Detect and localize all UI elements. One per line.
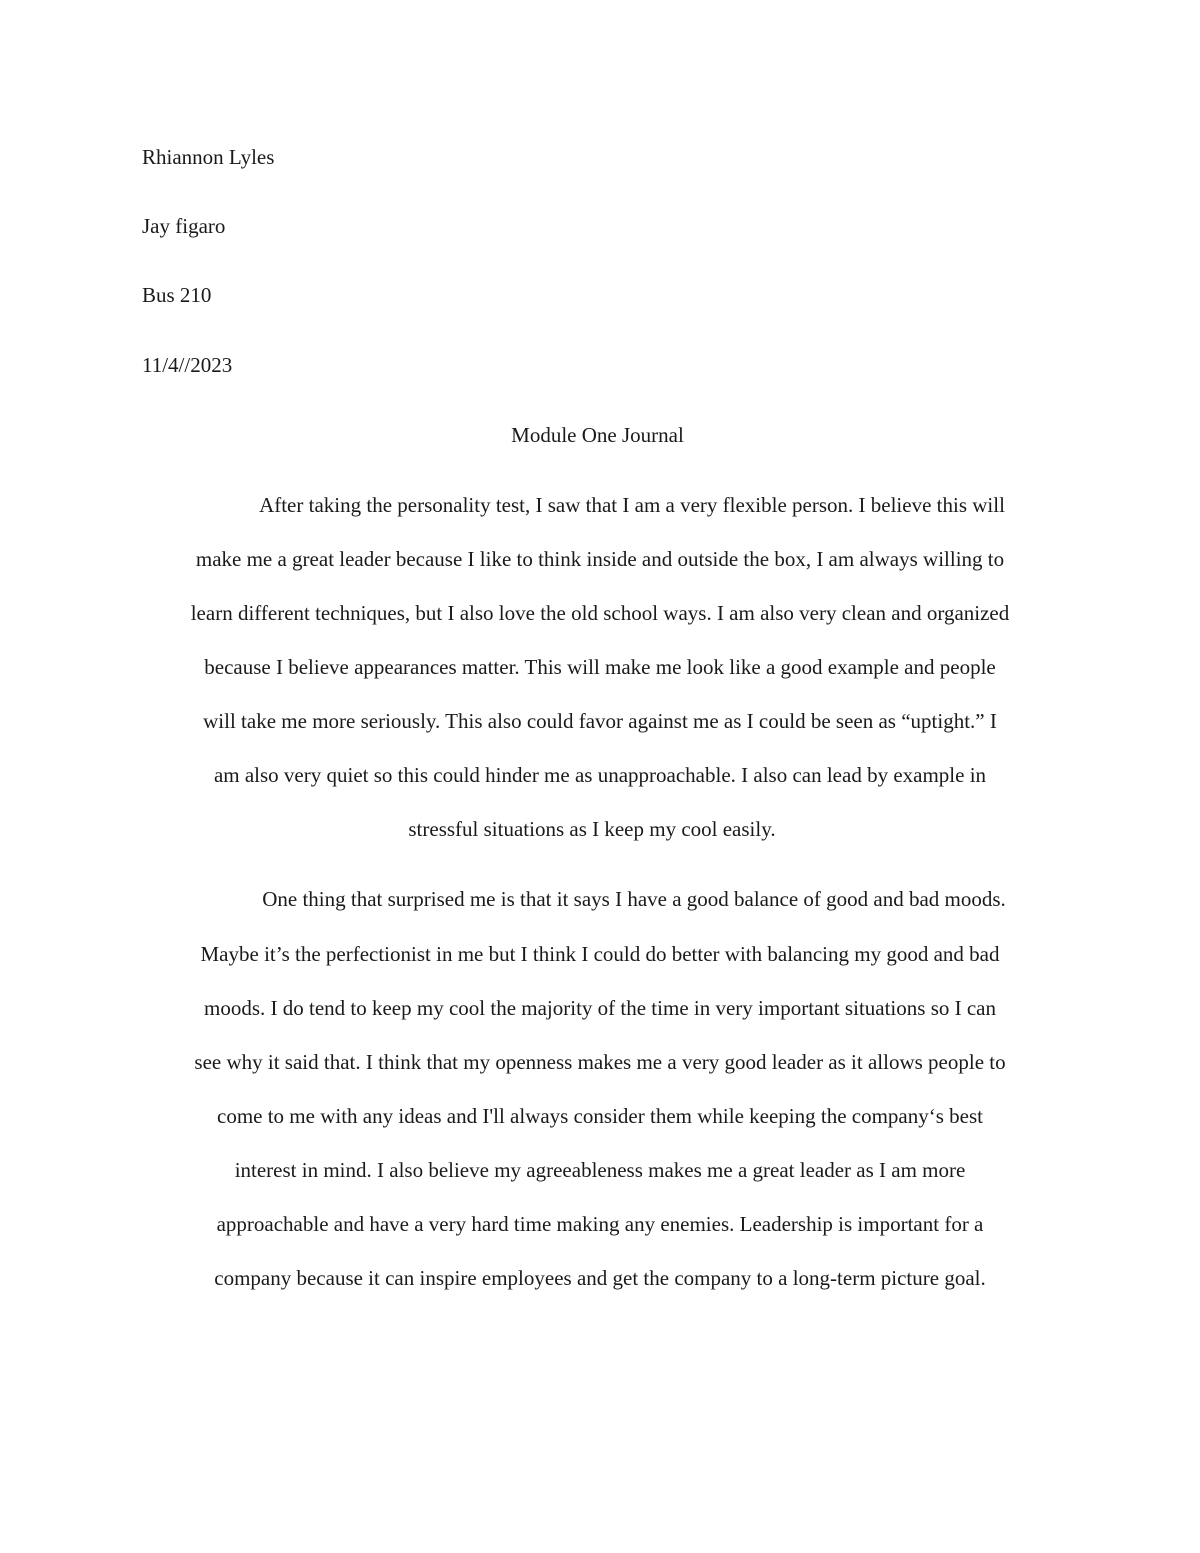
- paragraph-line: One thing that surprised me is that it says I have a good balance of good and bad moods.: [262, 887, 1006, 911]
- paragraph-line: company because it can inspire employees and get the company to a long-term picture goal.: [214, 1266, 986, 1290]
- date: 11/4//2023: [142, 353, 233, 377]
- paragraph-line: will take me more seriously. This also could favor against me as I could be seen as “uptight.” I: [203, 709, 997, 733]
- paragraph-line: moods. I do tend to keep my cool the majority of the time in very important situations so I can: [203, 996, 996, 1020]
- paragraph-line: learn different techniques, but I also love the old school ways. I am also very clean and organized: [190, 601, 1010, 625]
- paragraph-line: After taking the personality test, I saw that I am a very flexible person. I believe this will: [259, 493, 1005, 517]
- paragraph-line: am also very quiet so this could hinder me as unapproachable. I also can lead by example in: [213, 763, 987, 787]
- paragraph-line: see why it said that. I think that my openness makes me a very good leader as it allows people to: [194, 1050, 1006, 1074]
- paragraph-line: make me a great leader because I like to think inside and outside the box, I am always willing to: [195, 547, 1005, 571]
- instructor-name: Jay figaro: [142, 214, 226, 238]
- paragraph-line: Maybe it’s the perfectionist in me but I think I could do better with balancing my good and bad: [200, 942, 1000, 966]
- paragraph-line: come to me with any ideas and I'll always consider them while keeping the company‘s best: [217, 1104, 983, 1128]
- student-name: Rhiannon Lyles: [142, 145, 275, 169]
- page-title: Module One Journal: [511, 423, 684, 447]
- paragraph-line: interest in mind. I also believe my agreeableness makes me a great leader as I am more: [234, 1158, 966, 1182]
- course-name: Bus 210: [142, 283, 212, 307]
- paragraph-line: stressful situations as I keep my cool easily.: [408, 817, 776, 841]
- paragraph-line: approachable and have a very hard time making any enemies. Leadership is important for a: [216, 1212, 984, 1236]
- paragraph-line: because I believe appearances matter. This will make me look like a good example and people: [204, 655, 996, 679]
